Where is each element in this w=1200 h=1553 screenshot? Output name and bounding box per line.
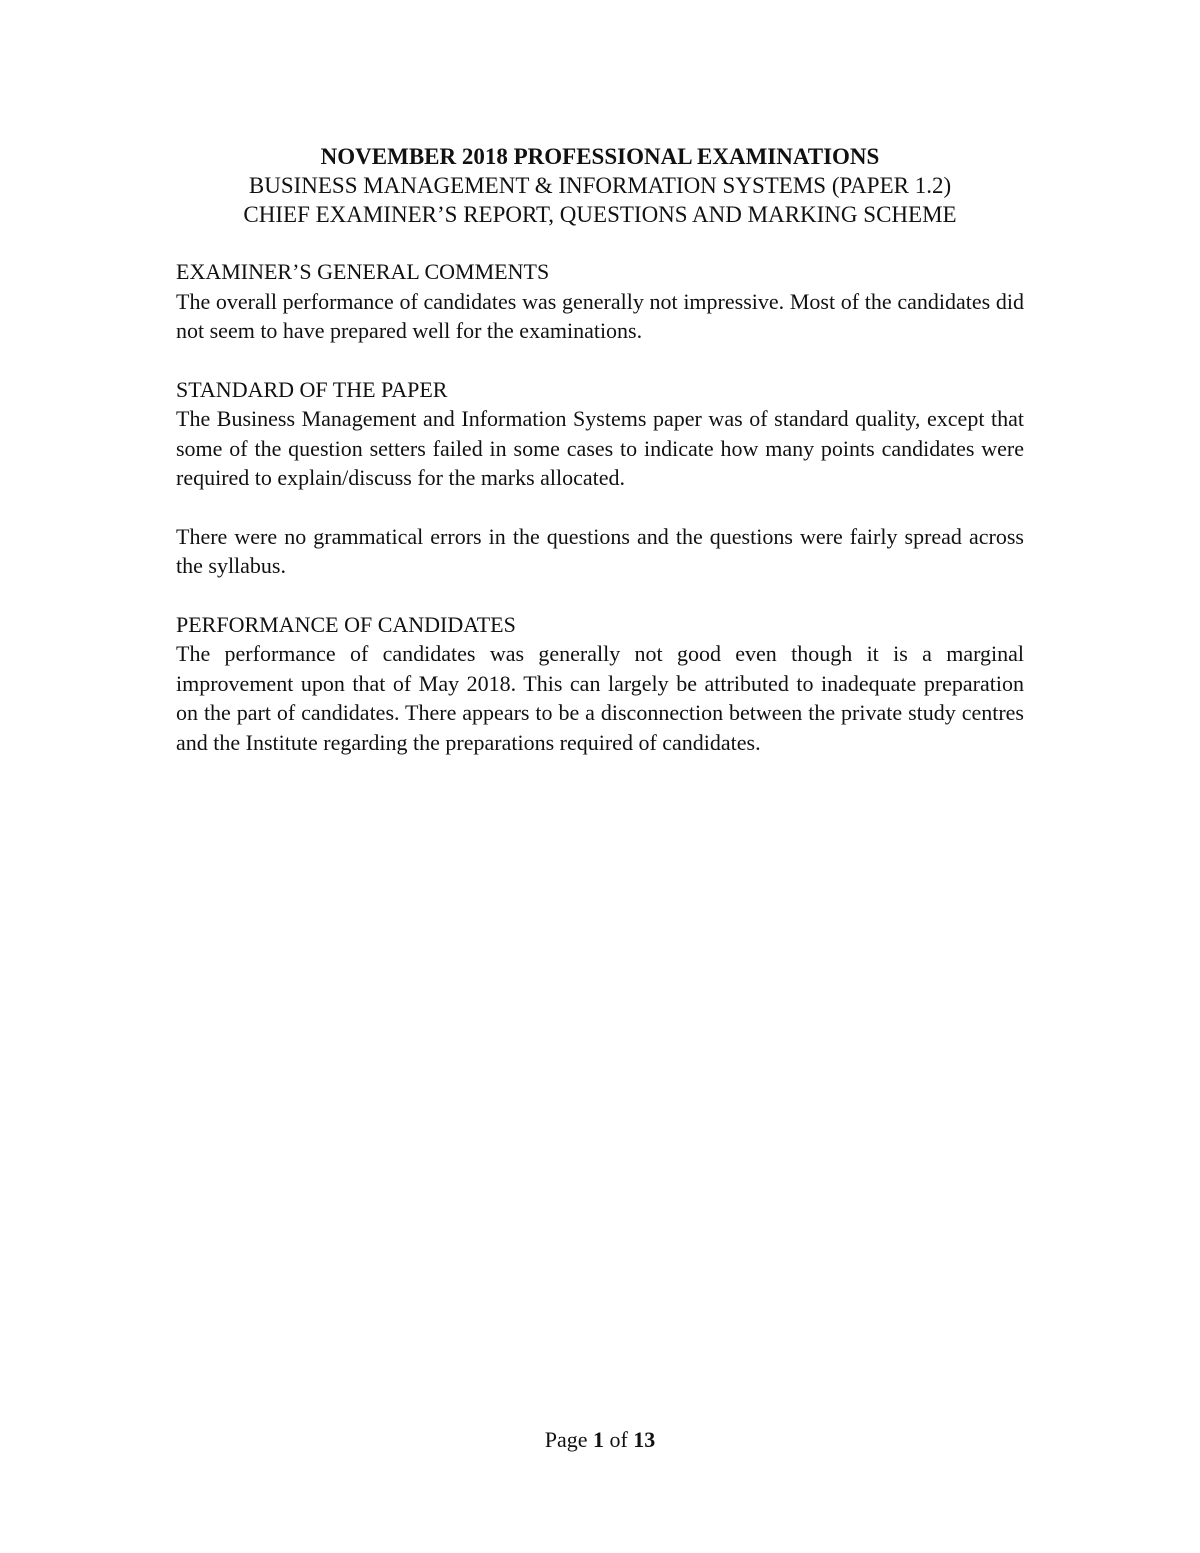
section-standard-of-paper [176, 375, 1024, 581]
current-page-number: 1 [592, 1427, 604, 1452]
document-body [176, 257, 1024, 757]
paragraph: The performance of candidates was generally not good even though it is a marginal improvement upon that of May 2018. This can largely be attributed to inadequate preparation on the part of candidates. There appears to be a disconnection between the private study centres and the Institute regarding the preparations required of candidates. [176, 641, 1024, 755]
report-title: CHIEF EXAMINER’S REPORT, QUESTIONS AND MARKING SCHEME [243, 202, 957, 227]
section-heading: EXAMINER’S GENERAL COMMENTS [176, 259, 550, 284]
document-header [0, 142, 1200, 229]
section-general-comments [176, 257, 1024, 346]
paper-title: BUSINESS MANAGEMENT & INFORMATION SYSTEMS (PAPER 1.2) [248, 173, 952, 198]
paragraph: There were no grammatical errors in the questions and the questions were fairly spread across the syllabus. [176, 523, 1024, 578]
section-heading: PERFORMANCE OF CANDIDATES [176, 611, 516, 637]
section-heading: STANDARD OF THE PAPER [176, 376, 448, 402]
section-performance-of-candidates [176, 610, 1024, 758]
total-pages-number: 13 [633, 1427, 656, 1452]
page-label: Page [544, 1427, 588, 1452]
paragraph: The Business Management and Information Systems paper was of standard quality, except that some of the question setters failed in some cases to indicate how many points candidates were required to explain/discuss for the marks allocated. [176, 406, 1024, 490]
of-label: of [609, 1427, 628, 1452]
paragraph: The overall performance of candidates was generally not impressive. Most of the candidates did not seem to have prepared well for the examinations. [176, 288, 1024, 343]
page-footer [0, 1427, 1200, 1453]
exam-title: NOVEMBER 2018 PROFESSIONAL EXAMINATIONS [320, 144, 880, 169]
